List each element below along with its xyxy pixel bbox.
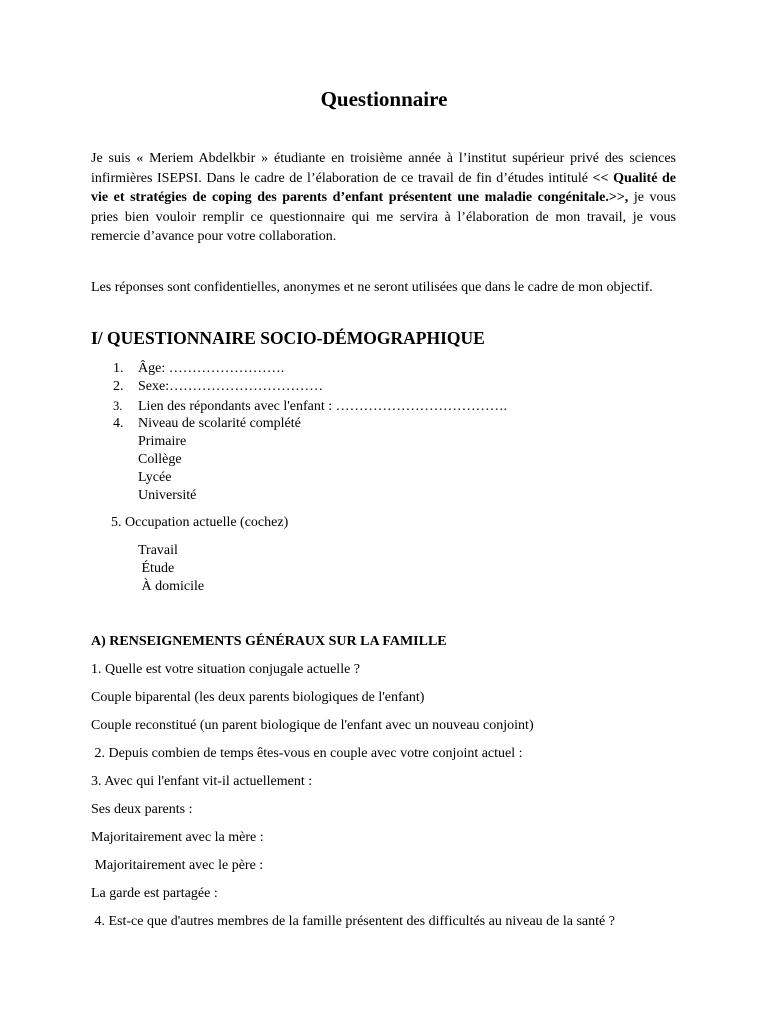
intro-text-end: je vous pries bien vouloir remplir ce questionnaire qui me servira à l’élaboration de mon travail, je vous remercie d’avance pour votre collaboration. — [91, 190, 676, 244]
sociodemographic-list — [113, 360, 507, 505]
education-option-lycee[interactable]: Lycée — [138, 470, 172, 486]
occupation-option-study[interactable]: Étude — [138, 561, 175, 576]
list-item-sex — [113, 378, 507, 396]
education-option-primary[interactable]: Primaire — [138, 434, 187, 450]
list-number: 2. — [113, 379, 124, 395]
question-3: 3. Avec qui l'enfant vit-il actuellement : — [91, 774, 313, 789]
list-number: 4. — [113, 415, 124, 431]
section-heading-sociodemographic: I/ QUESTIONNAIRE SOCIO-DÉMOGRAPHIQUE — [91, 328, 485, 348]
section-heading-family: A) RENSEIGNEMENTS GÉNÉRAUX SUR LA FAMILLE — [91, 634, 447, 649]
age-field[interactable]: Âge: ……………………. — [138, 361, 285, 376]
list-item-relationship — [113, 397, 507, 415]
q3-option-both-parents[interactable]: Ses deux parents : — [91, 802, 193, 817]
list-item-education — [113, 415, 507, 433]
list-number: 3. — [113, 398, 123, 413]
intro-paragraph — [91, 149, 676, 247]
occupation-option-work[interactable]: Travail — [138, 543, 178, 558]
list-item-age — [113, 360, 507, 378]
study-title: << Qualité de vie et stratégies de coping des parents d’enfant présentent une maladie congénitale.>>, — [91, 170, 676, 205]
occupation-option-home[interactable]: À domicile — [138, 579, 205, 594]
occupation-label: 5. Occupation actuelle (cochez) — [111, 515, 289, 530]
question-1: 1. Quelle est votre situation conjugale actuelle ? — [91, 662, 361, 677]
education-option-university[interactable]: Université — [138, 488, 197, 504]
q1-option-biparental[interactable]: Couple biparental (les deux parents biologiques de l'enfant) — [91, 690, 425, 705]
education-label: Niveau de scolarité complété — [138, 415, 301, 431]
q1-option-reconstituted[interactable]: Couple reconstitué (un parent biologique de l'enfant avec un nouveau conjoint) — [91, 718, 534, 733]
page-title: Questionnaire — [320, 87, 448, 111]
question-2: 2. Depuis combien de temps êtes-vous en couple avec votre conjoint actuel : — [91, 746, 523, 761]
q3-option-mother[interactable]: Majoritairement avec la mère : — [91, 830, 264, 845]
q3-option-shared[interactable]: La garde est partagée : — [91, 886, 218, 901]
question-4: 4. Est-ce que d'autres membres de la famille présentent des difficultés au niveau de la santé ? — [91, 914, 615, 929]
education-option-college[interactable]: Collège — [138, 452, 182, 468]
q3-option-father[interactable]: Majoritairement avec le père : — [91, 858, 264, 873]
sex-field[interactable]: Sexe:…………………………… — [138, 379, 324, 395]
intro-text: Je suis « Meriem Abdelkbir » étudiante en troisième année à l’institut supérieur privé des sciences infirmières ISEPSI. Dans le cadre de l’élaboration de ce travail de fin d’études intitulé — [91, 151, 676, 186]
confidentiality-paragraph: Les réponses sont confidentielles, anonymes et ne seront utilisées que dans le cadre de mon objectif. — [91, 280, 653, 295]
relationship-field[interactable]: Lien des répondants avec l'enfant : ………………………………. — [138, 398, 508, 414]
list-number: 1. — [113, 361, 124, 376]
